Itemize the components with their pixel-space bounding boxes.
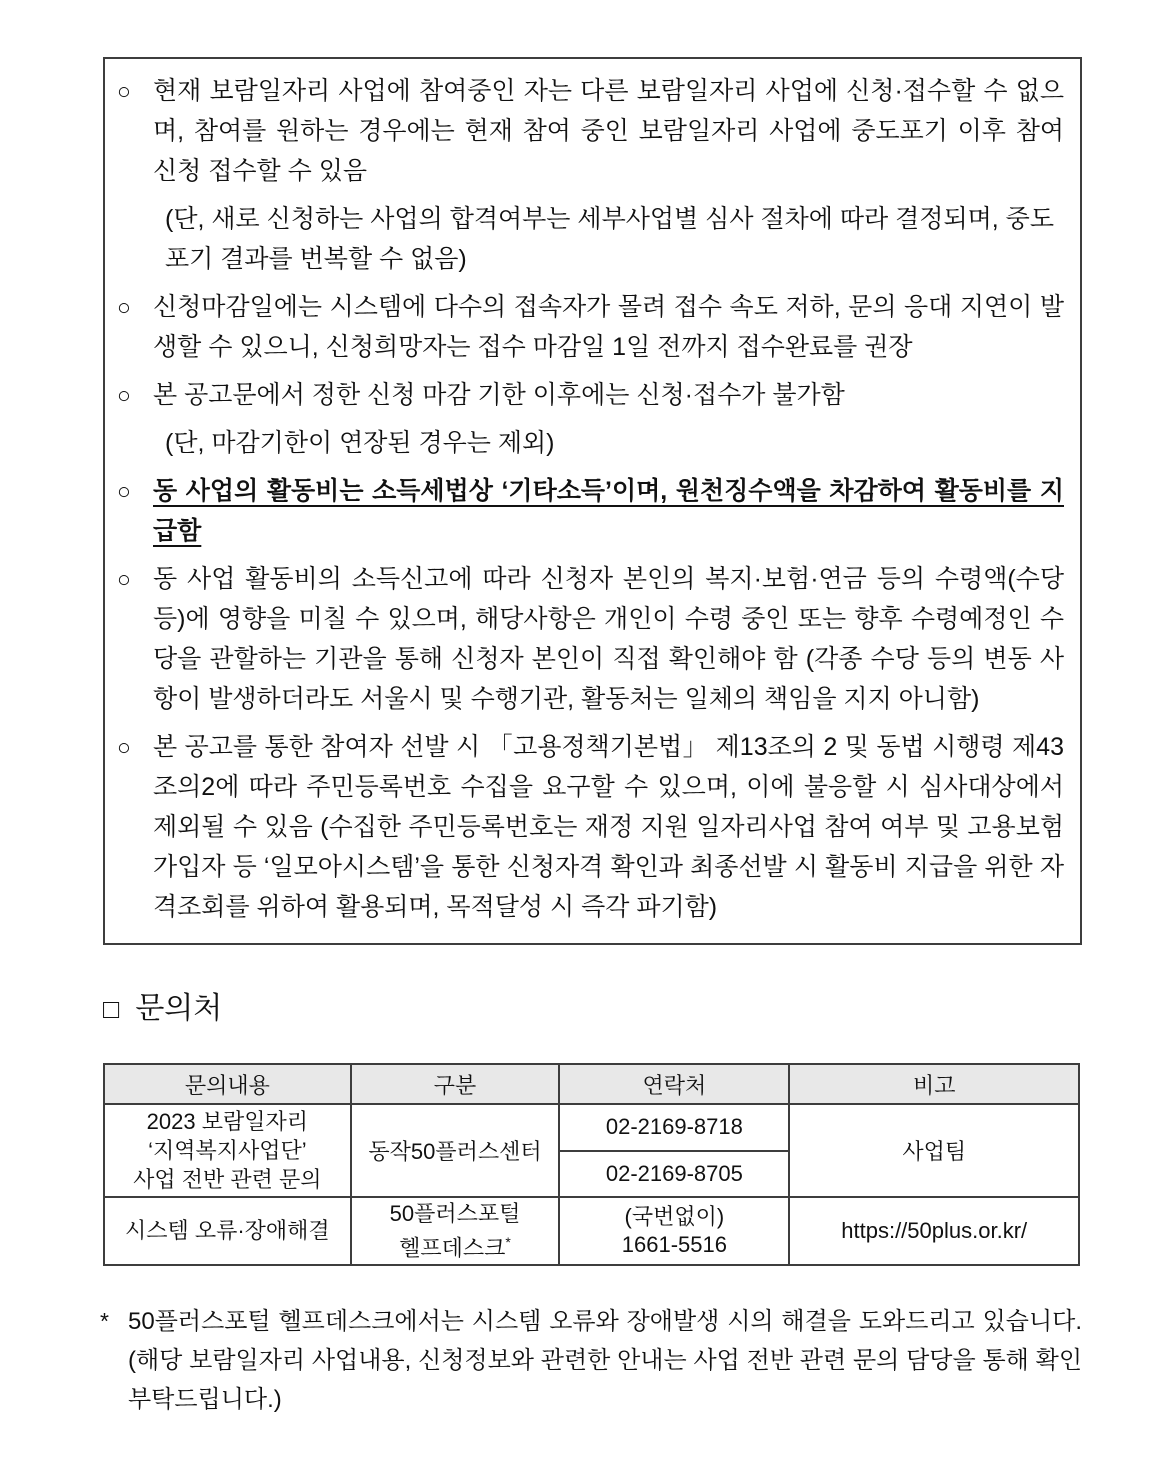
square-bullet-icon: □ [103, 994, 120, 1024]
inquiry-line: 2023 보람일자리 [146, 1109, 308, 1134]
table-row [104, 1197, 1079, 1265]
table-row [104, 1104, 1079, 1151]
circle-bullet-icon: ○ [117, 78, 131, 104]
contact-table-wrap [103, 1063, 1080, 1266]
header-note: 비고 [789, 1064, 1079, 1104]
cell-note-team: 사업팀 [789, 1104, 1079, 1197]
notice-item-text: 동 사업의 활동비는 소득세법상 ‘기타소득’이며, 원천징수액을 차감하여 활동비를 지급함 [153, 477, 1064, 545]
notice-item-text: 동 사업 활동비의 소득신고에 따라 신청자 본인의 복지·보험·연금 등의 수령액(수당 등)에 영향을 미칠 수 있으며, 해당사항은 개인이 수령 중인 또는 향후 수령예정인 수당을 관할하는 기관을 통해 신청자 본인이 직접 확인해야 함 (각종 수당 등의 변동 사항이 발생하더라도 서울시 및 수행기관, 활동처는 일체의 책임을 지지 아니함) [153, 565, 1064, 713]
phone-line: (국번없이) [624, 1204, 725, 1230]
contact-table [103, 1063, 1080, 1266]
header-phone: 연락처 [559, 1064, 789, 1104]
asterisk-marker: * [100, 1308, 109, 1335]
circle-bullet-icon: ○ [117, 382, 131, 408]
notice-item [117, 559, 1064, 719]
notice-item [117, 375, 1064, 415]
circle-bullet-icon: ○ [117, 566, 131, 592]
cell-phone-1: 02-2169-8718 [559, 1104, 789, 1151]
notice-item [117, 287, 1064, 367]
header-inquiry: 문의내용 [104, 1064, 351, 1104]
notice-item-text: 본 공고를 통한 참여자 선발 시 「고용정책기본법」 제13조의 2 및 동법 시행령 제43조의2에 따라 주민등록번호 수집을 요구할 수 있으며, 이에 불응할 시 심사대상에서 제외될 수 있음 (수집한 주민등록번호는 재정 지원 일자리사업 참여 여부 및 고용보험 가입자 등 ‘일모아시스템’을 통한 신청자격 확인과 최종선발 시 활동비 지급을 위한 자격조회를 위하여 활용되며, 목적달성 시 즉각 파기함) [153, 733, 1064, 921]
notice-item-text: 현재 보람일자리 사업에 참여중인 자는 다른 보람일자리 사업에 신청·접수할 수 없으며, 참여를 원하는 경우에는 현재 참여 중인 보람일자리 사업에 중도포기 이후 참여 신청 접수할 수 있음 [153, 77, 1064, 185]
footnote [100, 1302, 1082, 1419]
footnote-asterisk: * [505, 1234, 511, 1250]
cell-phone-helpdesk [559, 1197, 789, 1265]
cell-category-center: 동작50플러스센터 [351, 1104, 560, 1197]
notice-box [103, 57, 1082, 945]
contact-section-heading [103, 991, 1082, 1027]
circle-bullet-icon: ○ [117, 294, 131, 320]
notice-item [117, 71, 1064, 191]
category-line: 50플러스포털 [389, 1201, 521, 1226]
cell-category-helpdesk [351, 1197, 560, 1265]
notice-item-note: (단, 마감기한이 연장된 경우는 제외) [165, 429, 555, 457]
cell-phone-2: 02-2169-8705 [559, 1151, 789, 1198]
circle-bullet-icon: ○ [117, 734, 131, 760]
phone-line: 1661-5516 [621, 1232, 727, 1258]
section-title: 문의처 [135, 992, 223, 1025]
cell-inquiry-general [104, 1104, 351, 1197]
circle-bullet-icon: ○ [117, 478, 131, 504]
header-category: 구분 [351, 1064, 560, 1104]
notice-item-text: 본 공고문에서 정한 신청 마감 기한 이후에는 신청·접수가 불가함 [153, 381, 845, 409]
cell-inquiry-system: 시스템 오류·장애해결 [104, 1197, 351, 1265]
cell-note-url: https://50plus.or.kr/ [789, 1197, 1079, 1265]
inquiry-line: 사업 전반 관련 문의 [133, 1167, 322, 1192]
notice-item-emphasized [117, 471, 1064, 551]
footnote-text: 50플러스포털 헬프데스크에서는 시스템 오류와 장애발생 시의 해결을 도와드리고 있습니다. (해당 보람일자리 사업내용, 신청정보와 관련한 안내는 사업 전반 관련 문의 담당을 통해 확인 부탁드립니다.) [128, 1308, 1082, 1414]
notice-item-note: (단, 새로 신청하는 사업의 합격여부는 세부사업별 심사 절차에 따라 결정되며, 중도포기 결과를 번복할 수 없음) [165, 205, 1054, 273]
notice-item [117, 727, 1064, 927]
table-header-row [104, 1064, 1079, 1104]
category-line: 헬프데스크* [399, 1234, 511, 1261]
inquiry-line: ‘지역복지사업단’ [148, 1138, 307, 1163]
notice-item-text: 신청마감일에는 시스템에 다수의 접속자가 몰려 접수 속도 저하, 문의 응대 지연이 발생할 수 있으니, 신청희망자는 접수 마감일 1일 전까지 접수완료를 권장 [153, 293, 1064, 361]
